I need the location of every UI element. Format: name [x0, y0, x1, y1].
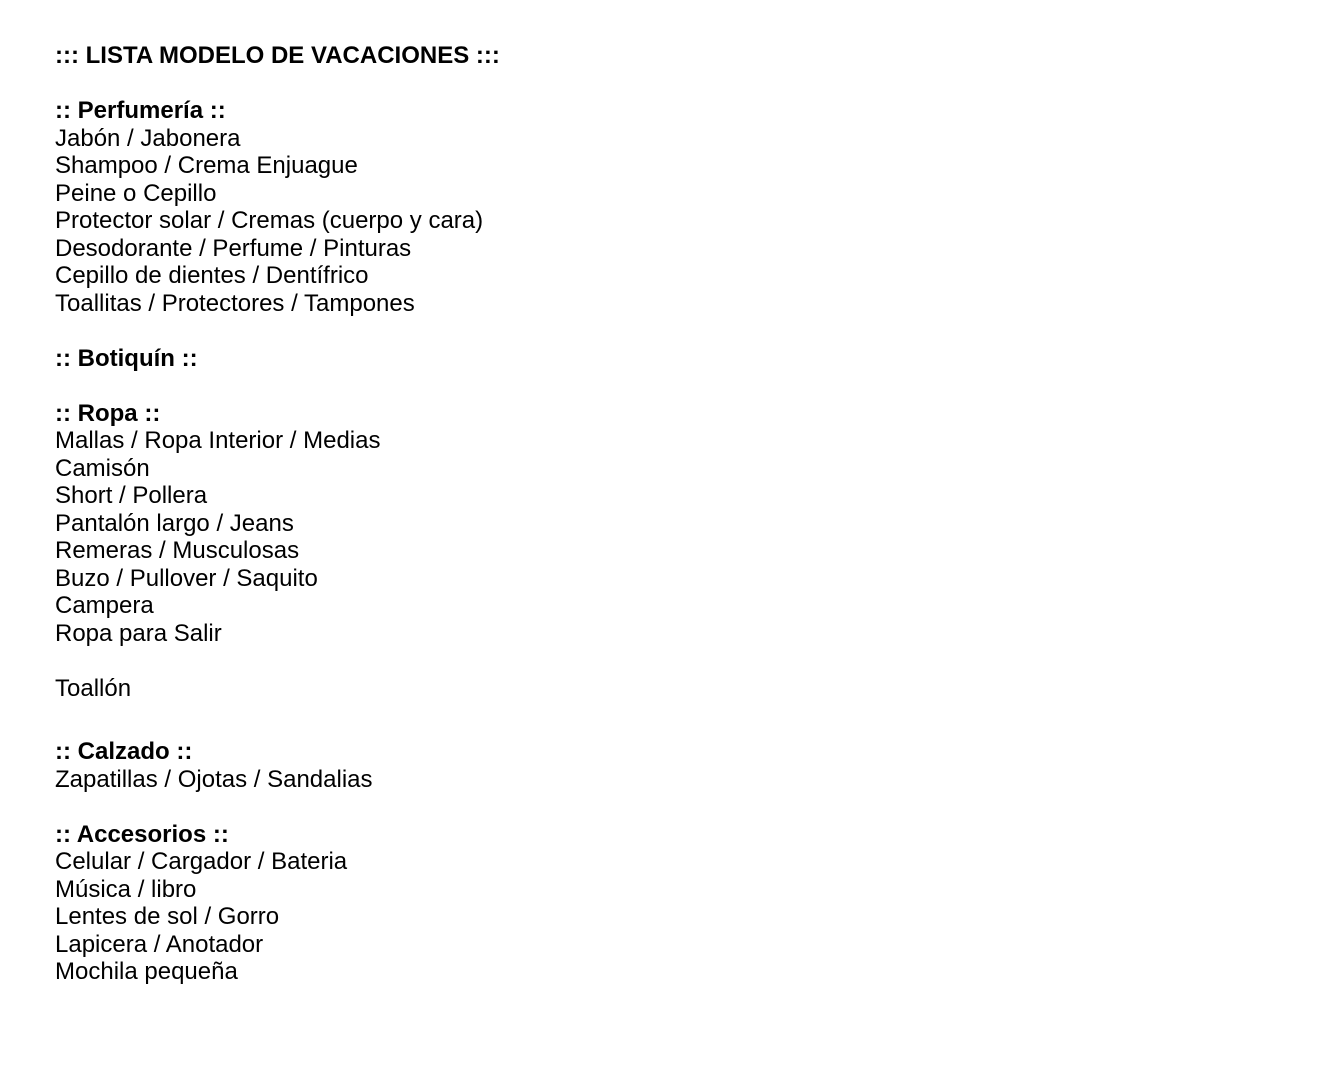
list-item: Short / Pollera [55, 482, 208, 509]
list-item: Jabón / Jabonera [55, 124, 241, 152]
spacer [55, 372, 500, 400]
list-item: Zapatillas / Ojotas / Sandalias [55, 765, 373, 793]
list-item: Celular / Cargador / Bateria [55, 848, 348, 875]
document-title: ::: LISTA MODELO DE VACACIONES ::: [55, 42, 500, 69]
list-item: Campera [55, 592, 154, 619]
list-item: Toallón [55, 674, 132, 702]
section-heading-perfumeria: :: Perfumería :: [55, 97, 226, 124]
spacer [55, 317, 500, 345]
section-heading-calzado: :: Calzado :: [55, 738, 193, 765]
list-item: Remeras / Musculosas [55, 537, 300, 564]
list-item: Música / libro [55, 875, 197, 903]
spacer [55, 702, 500, 738]
section-heading-accesorios: :: Accesorios :: [55, 820, 229, 848]
list-item: Lapicera / Anotador [55, 930, 264, 958]
list-item: Shampoo / Crema Enjuague [55, 152, 358, 179]
list-item: Cepillo de dientes / Dentífrico [55, 262, 369, 289]
list-item: Pantalón largo / Jeans [55, 509, 294, 537]
list-item: Ropa para Salir [55, 619, 222, 647]
list-item: Camisón [55, 454, 150, 482]
spacer [55, 647, 500, 675]
list-item: Lentes de sol / Gorro [55, 903, 280, 930]
list-item: Mallas / Ropa Interior / Medias [55, 427, 381, 454]
section-heading-ropa: :: Ropa :: [55, 399, 161, 427]
spacer [55, 70, 500, 98]
list-item: Protector solar / Cremas (cuerpo y cara) [55, 207, 484, 234]
list-item: Peine o Cepillo [55, 179, 217, 207]
list-item: Buzo / Pullover / Saquito [55, 564, 318, 592]
list-item: Desodorante / Perfume / Pinturas [55, 234, 412, 262]
spacer [55, 793, 500, 821]
list-item: Mochila pequeña [55, 958, 238, 985]
section-heading-botiquin: :: Botiquín :: [55, 344, 198, 372]
list-item: Toallitas / Protectores / Tampones [55, 289, 415, 317]
document [55, 42, 500, 986]
